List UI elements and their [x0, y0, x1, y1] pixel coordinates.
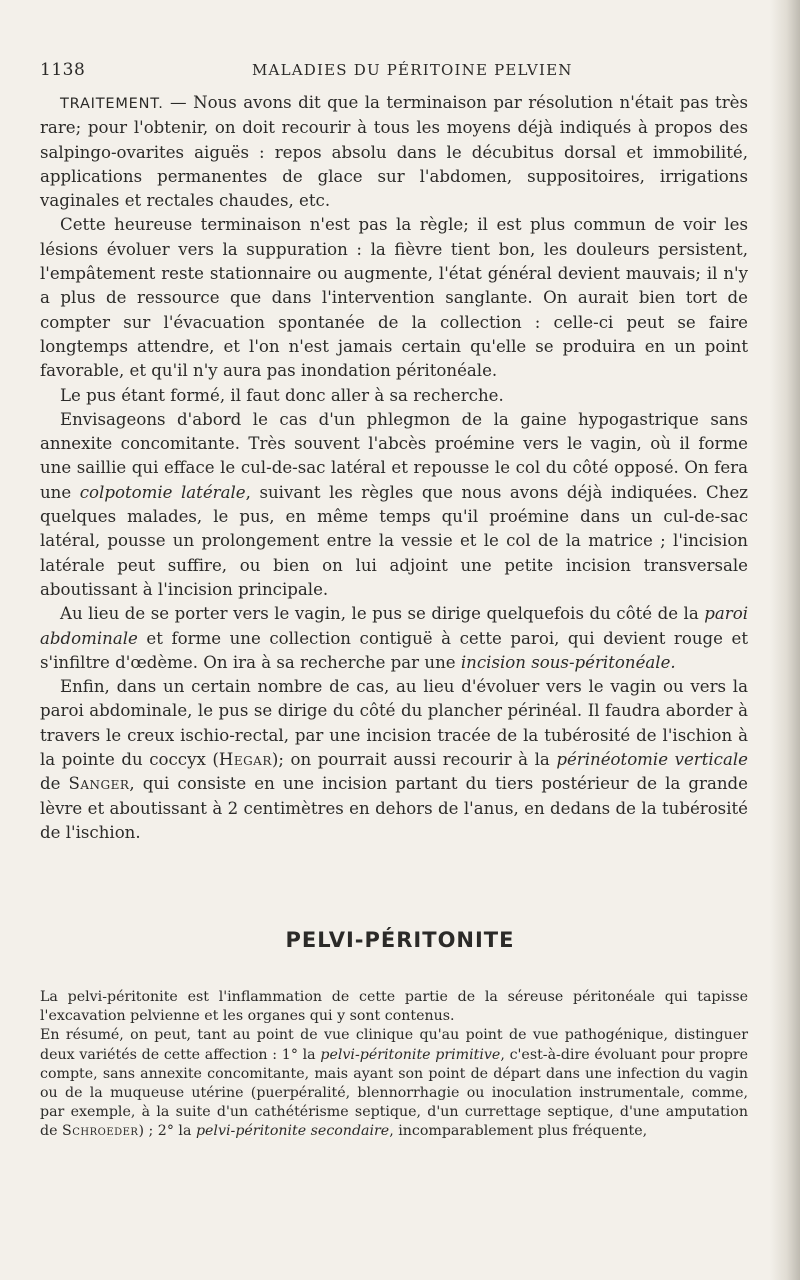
text-run: , qui consiste en une incision partant du tiers postérieur de la grande lèvre et aboutissant à 2 centimètres en dehors de l'anus, en dedans de la tubérosité de l'ischion.: [40, 774, 748, 842]
page-number: 1138: [40, 60, 86, 80]
paragraph: [40, 1026, 748, 1141]
author-name: Hegar: [218, 750, 272, 770]
page-header: [40, 58, 748, 82]
italic-term: pelvi-péritonite secondaire: [195, 1123, 390, 1140]
text-run: Au lieu de se porter vers le vagin, le pus se dirige quelquefois du côté de la: [60, 604, 705, 624]
section-title: PELVI-PÉRITONITE: [285, 928, 515, 952]
paragraph-traitement: [40, 91, 748, 213]
italic-term: paroi abdominale: [40, 604, 748, 648]
paragraph: [40, 675, 748, 845]
text-run: de: [40, 774, 69, 794]
text-run: , incomparablement plus fréquente,: [389, 1123, 648, 1140]
text-run: ); on pourrait aussi recourir à la: [271, 750, 557, 770]
text-run: , suivant les règles que nous avons déjà indiquées. Chez quelques malades, le pus, en même temps qu'il proémine dans un cul-de-sac latéral, pousse un prolongement entre la vessie et le col de la matrice ; l'incision latérale peut suffire, ou bien on lui adjoint une petite incision transversale aboutissant à l'incision principale.: [40, 482, 749, 599]
running-title: MALADIES DU PÉRITOINE PELVIEN: [252, 61, 573, 79]
paragraph: La pelvi-péritonite est l'inflammation de cette partie de la séreuse péritonéale qui tapisse l'excavation pelvienne et les organes qui y sont contenus.: [40, 989, 748, 1025]
section-lead: TRAITEMENT.: [60, 96, 164, 112]
section-text: [40, 988, 748, 1142]
text-run: ) ; 2° la: [138, 1123, 196, 1140]
main-text: [40, 91, 748, 845]
italic-term: colpotomie latérale: [79, 482, 246, 502]
author-name: Schroeder: [62, 1123, 139, 1140]
author-name: Sanger: [68, 774, 130, 794]
text-run: , c'est-à-dire évoluant pour propre compte, sans annexite concomitante, mais ayant son point de départ dans une infection du vagin ou de la muqueuse utérine (puerpéralité, blennorrhagie ou inoculation instrumentale, comme, par exemple, à la suite d'un cathétérisme septique, d'un currettage septique, d'une amputation de: [40, 1046, 748, 1140]
paragraph: [40, 408, 748, 602]
text-run: En résumé, on peut, tant au point de vue clinique qu'au point de vue pathogénique, distinguer deux variétés de cette affection : 1° la: [40, 1027, 748, 1063]
italic-term: périnéotomie verticale: [556, 750, 748, 770]
text-run: Envisageons d'abord le cas d'un phlegmon de la gaine hypogastrique sans annexite concomitante. Très souvent l'abcès proémine vers le vagin, où il forme une saillie qui efface le cul-de-sac latéral et repousse le col du côté opposé. On fera une: [40, 409, 748, 502]
page-edge-shadow: [770, 0, 800, 1280]
text-run: et forme une collection contiguë à cette paroi, qui devient rouge et s'infiltre d'œdème. On ira à sa recherche par une: [40, 628, 748, 672]
paragraph-text: — Nous avons dit que la terminaison par résolution n'était pas très rare; pour l'obtenir, on doit recourir à tous les moyens déjà indiqués à propos des salpingo-ovarites aiguës : repos absolu dans le décubitus dorsal et immobilité, applications permanentes de glace sur l'abdomen, suppositoires, irrigations vaginales et rectales chaudes, etc.: [40, 93, 748, 211]
paragraph: [40, 602, 748, 675]
italic-term: pelvi-péritonite primitive: [320, 1046, 501, 1063]
paragraph: Le pus étant formé, il faut donc aller à sa recherche.: [60, 385, 504, 405]
paragraph: Cette heureuse terminaison n'est pas la règle; il est plus commun de voir les lésions évoluer vers la suppuration : la fièvre tient bon, les douleurs persistent, l'empâtement reste stationnaire ou augmente, l'état général devient mauvais; il n'y a plus de ressource que dans l'intervention sanglante. On aurait bien tort de compter sur l'évacuation spontanée de la collection : celle-ci peut se faire longtemps attendre, et l'on n'est jamais certain qu'elle se produira en un point favorable, et qu'il n'y aura pas inondation péritonéale.: [40, 215, 748, 381]
italic-term: incision sous-péritonéale.: [460, 652, 676, 672]
text-run: Enfin, dans un certain nombre de cas, au lieu d'évoluer vers le vagin ou vers la paroi abdominale, le pus se dirige du côté du plancher périnéal. Il faudra aborder à travers le creux ischio-rectal, par une incision tracée de la tubérosité de l'ischion à la pointe du coccyx (: [40, 677, 748, 770]
